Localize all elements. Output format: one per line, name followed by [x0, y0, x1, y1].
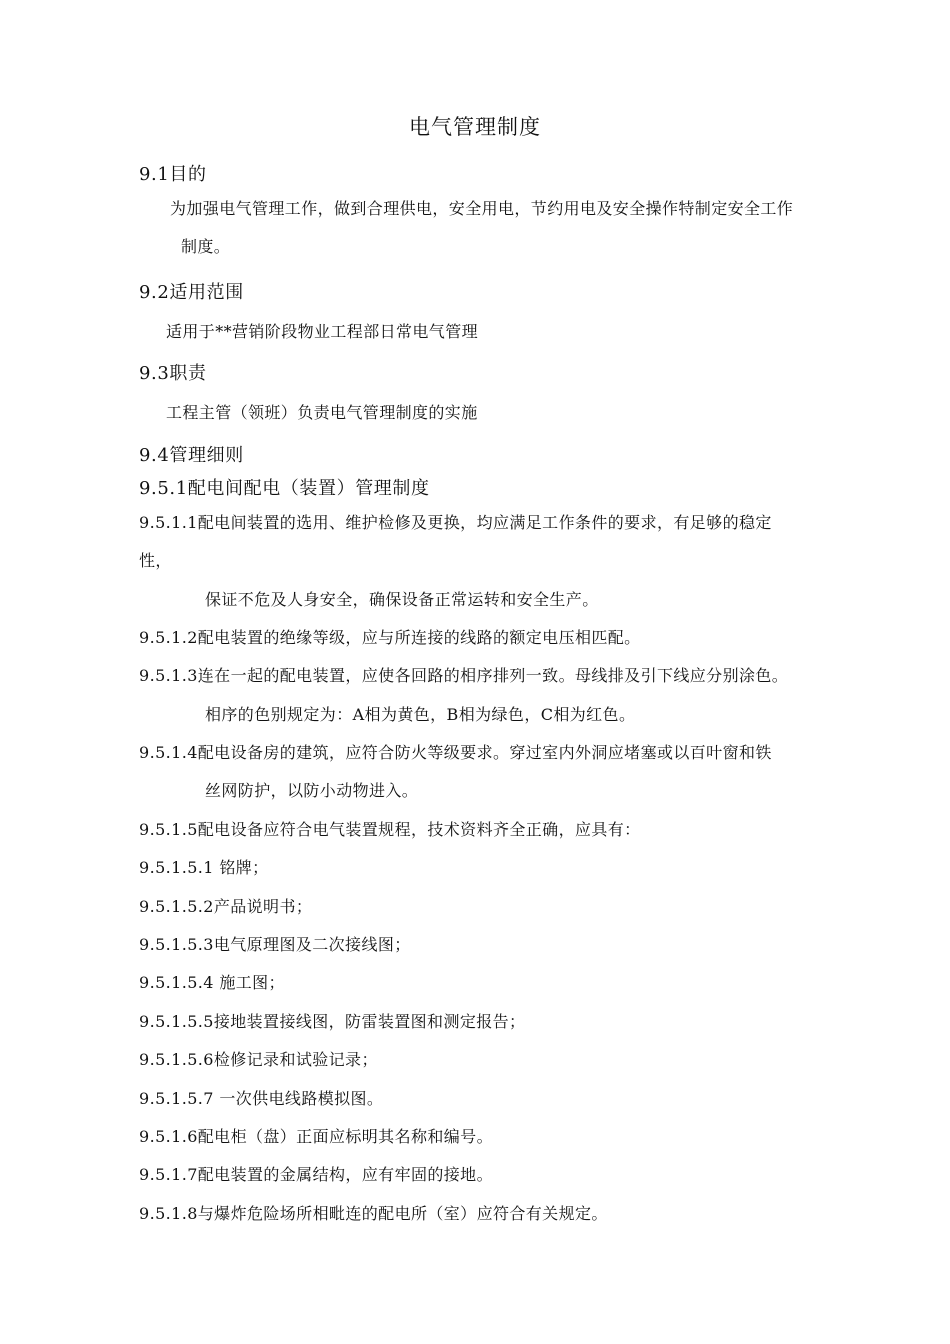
clause-line: 9.5.1.5.3电气原理图及二次接线图；: [139, 935, 411, 954]
clause-line: 9.5.1.5.1 铭牌；: [139, 858, 269, 877]
clause-line: 9.5.1.5.4 施工图；: [139, 973, 285, 992]
clause-line: 9.5.1.2配电装置的绝缘等级，应与所连接的线路的额定电压相匹配。: [139, 628, 641, 647]
clause-line: 9.5.1.8与爆炸危险场所相毗连的配电所（室）应符合有关规定。: [139, 1204, 608, 1223]
paragraph-line: 为加强电气管理工作，做到合理供电，安全用电，节约用电及安全操作特制定安全工作: [170, 199, 794, 218]
section-heading-9-4: 9.4管理细则: [139, 445, 244, 466]
document-title: 电气管理制度: [409, 115, 541, 139]
section-heading-9-3: 9.3职责: [139, 363, 207, 384]
clause-line: 9.5.1.5.6检修记录和试验记录；: [139, 1050, 378, 1069]
clause-line: 9.5.1.5.2产品说明书；: [139, 897, 313, 916]
paragraph-line: 适用于**营销阶段物业工程部日常电气管理: [166, 322, 479, 341]
paragraph-line: 制度。: [181, 237, 231, 256]
clause-line: 9.5.1.6配电柜（盘）正面应标明其名称和编号。: [139, 1127, 493, 1146]
clause-line: 9.5.1.5配电设备应符合电气装置规程，技术资料齐全正确，应具有：: [139, 820, 641, 839]
clause-line: 9.5.1.1配电间装置的选用、维护检修及更换，均应满足工作条件的要求，有足够的稳定: [139, 513, 772, 532]
clause-line: 9.5.1.4配电设备房的建筑，应符合防火等级要求。穿过室内外洞应堵塞或以百叶窗和铁: [139, 743, 772, 762]
clause-line: 丝网防护，以防小动物进入。: [205, 781, 419, 800]
section-heading-9-2: 9.2适用范围: [139, 282, 244, 303]
clause-line: 9.5.1.3连在一起的配电装置，应使各回路的相序排列一致。母线排及引下线应分别涂色。: [139, 666, 789, 685]
clause-line: 保证不危及人身安全，确保设备正常运转和安全生产。: [205, 590, 599, 609]
clause-line: 9.5.1.7配电装置的金属结构，应有牢固的接地。: [139, 1165, 493, 1184]
clause-line: 相序的色别规定为：A相为黄色，B相为绿色，C相为红色。: [205, 705, 636, 724]
subsection-heading-9-5-1: 9.5.1配电间配电（装置）管理制度: [139, 478, 430, 499]
clause-line: 性，: [139, 551, 172, 570]
clause-line: 9.5.1.5.5接地装置接线图，防雷装置图和测定报告；: [139, 1012, 526, 1031]
section-heading-9-1: 9.1目的: [139, 164, 207, 185]
paragraph-line: 工程主管（领班）负责电气管理制度的实施: [166, 403, 478, 422]
clause-line: 9.5.1.5.7 一次供电线路模拟图。: [139, 1089, 384, 1108]
